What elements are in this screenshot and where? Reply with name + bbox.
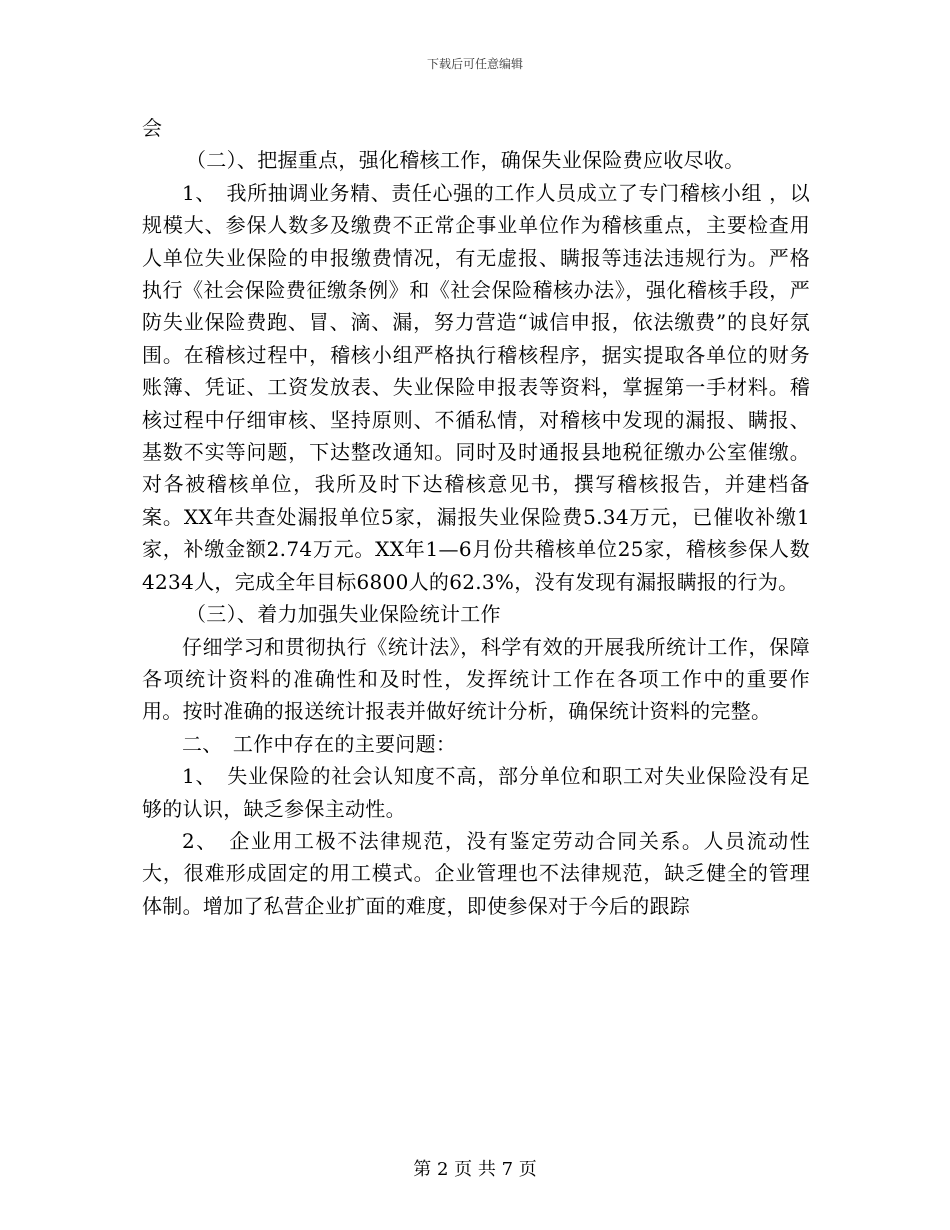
- header-note: 下载后可任意编辑: [426, 57, 523, 71]
- section-heading-3: （三）、着力加强失业保险统计工作: [186, 602, 501, 627]
- paragraph-problem-2: 2、 企业用工极不法律规范，没有鉴定劳动合同关系。人员流动性大，很难形成固定的用工模式。企业管理也不法律规范，缺乏健全的管理体制。增加了私营企业扩面的难度，即使参保对于今后的跟踪: [142, 828, 810, 918]
- page-number: 第 2 页 共 7 页: [413, 1159, 537, 1180]
- paragraph-statistics: 仔细学习和贯彻执行《统计法》，科学有效的开展我所统计工作，保障各项统计资料的准确性和及时性，发挥统计工作在各项工作中的重要作用。按时准确的报送统计报表并做好统计分析，确保统计资料的完整。: [142, 634, 810, 724]
- paragraph-problem-1: 1、 失业保险的社会认知度不高，部分单位和职工对失业保险没有足够的认识，缺乏参保主动性。: [142, 764, 810, 821]
- paragraph-continuation: 会: [142, 116, 163, 140]
- paragraph-audit: 1、 我所抽调业务精、责任心强的工作人员成立了专门稽核小组 ，以规模大、参保人数多及缴费不正常企事业单位作为稽核重点，主要检查用人单位失业保险的申报缴费情况，有无虚报、瞒报等违法违规行为。严格执行《社会保险费征缴条例》和《社会保险稽核办法》，强化稽核手段，严防失业保险费跑、冒、滴、漏，努力营造“诚信申报，依法缴费”的良好氛围。在稽核过程中，稽核小组严格执行稽核程序，据实提取各单位的财务账簿、凭证、工资发放表、失业保险申报表等资料，掌握第一手材料。稽核过程中仔细审核、坚持原则、不循私情，对稽核中发现的漏报、瞒报、基数不实等问题，下达整改通知。同时及时通报县地税征缴办公室催缴。对各被稽核单位，我所及时下达稽核意见书，撰写稽核报告，并建档备案。XX年共查处漏报单位5家，漏报失业保险费5.34万元，已催收补缴1家，补缴金额2.74万元。XX年1—6月份共稽核单位25家，稽核参保人数4234人，完成全年目标6800人的62.3%，没有发现有漏报瞒报的行为。: [142, 180, 810, 594]
- section-heading-2: （二）、把握重点，强化稽核工作，确保失业保险费应收尽收。: [186, 148, 745, 173]
- document-body: [142, 112, 810, 922]
- section-heading-problems: 二、 工作中存在的主要问题：: [182, 731, 457, 756]
